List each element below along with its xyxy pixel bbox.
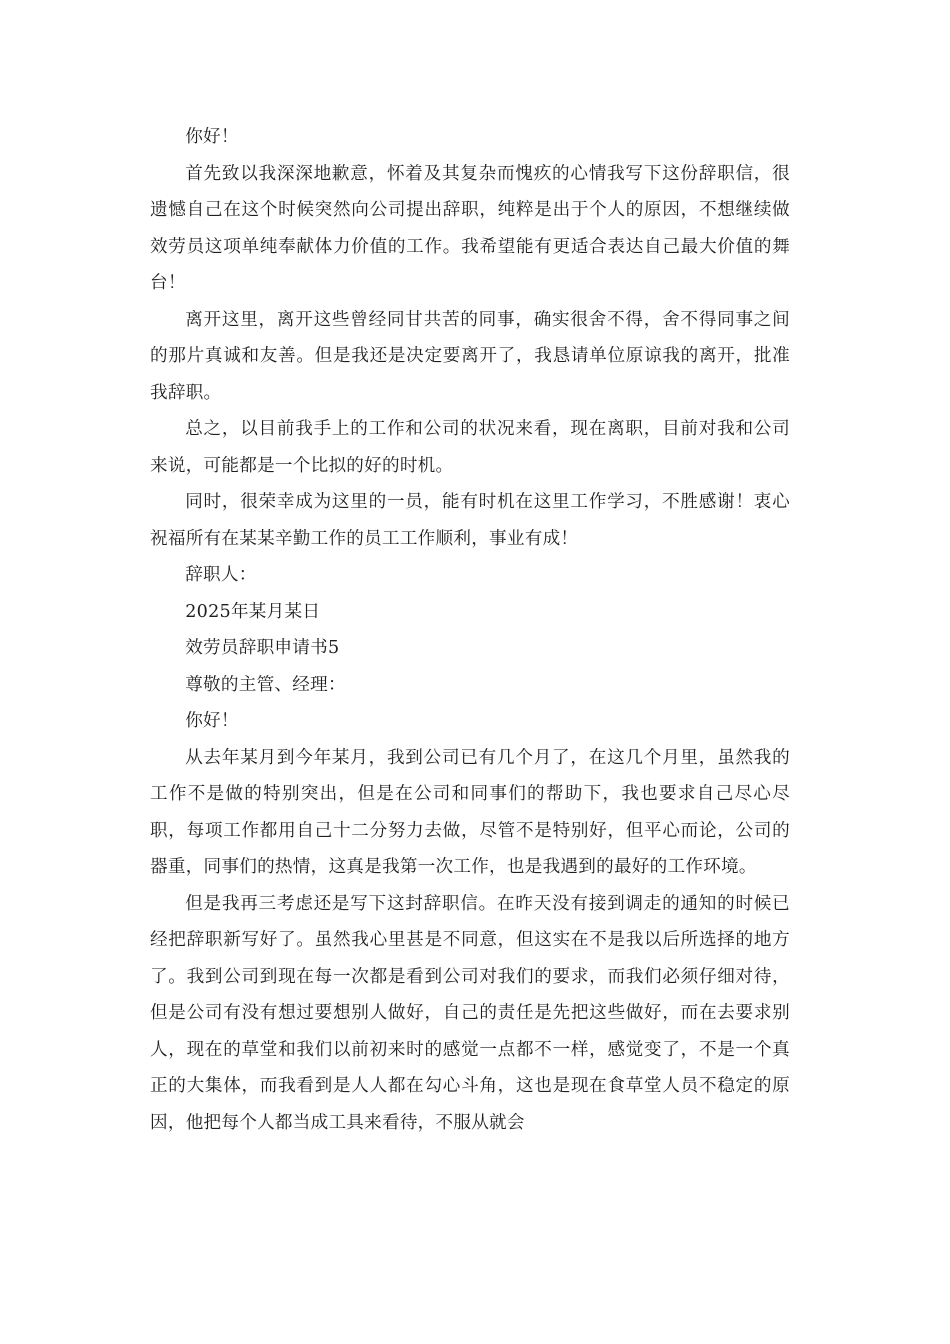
signature-label: 辞职人： [185,565,257,585]
body-paragraph: 但是我再三考虑还是写下这封辞职信。在昨天没有接到调走的通知的时候已经把辞职新写好了。虽然我心里甚是不同意，但这实在不是我以后所选择的地方了。我到公司到现在每一次都是看到公司对我们的要求，而我们必须仔细对待，但是公司有没有想过要想别人做好，自己的责任是先把这些做好，而在去要求别人，现在的草堂和我们以前初来时的感觉一点都不一样，感觉变了，不是一个真正的大集体，而我看到是人人都在勾心斗角，这也是现在食草堂人员不稳定的原因，他把每个人都当成工具来看待，不服从就会 [150,893,790,1133]
salutation: 尊敬的主管、经理： [185,674,346,695]
body-paragraph: 首先致以我深深地歉意，怀着及其复杂而愧疚的心情我写下这份辞职信，很遗憾自己在这个时候突然向公司提出辞职，纯粹是出于个人的原因，不想继续做效劳员这项单纯奉献体力价值的工作。我希望能有更适合表达自己最大价值的舞台！ [150,163,790,293]
body-paragraph: 离开这里，离开这些曾经同甘共苦的同事，确实很舍不得，舍不得同事之间的那片真诚和友善。但是我还是决定要离开了，我恳请单位原谅我的离开，批准我辞职。 [150,309,790,403]
body-paragraph: 同时，很荣幸成为这里的一员，能有时机在这里工作学习，不胜感谢！衷心祝福所有在某某辛勤工作的员工工作顺利，事业有成！ [150,492,790,549]
document-body [150,119,790,1141]
body-paragraph: 总之，以目前我手上的工作和公司的状况来看，现在离职，目前对我和公司来说，可能都是一个比拟的好的时机。 [150,419,790,476]
greeting: 你好！ [185,711,239,731]
date-line: 2025年某月某日 [185,601,321,622]
greeting: 你好！ [185,127,239,147]
body-paragraph: 从去年某月到今年某月，我到公司已有几个月了，在这几个月里，虽然我的工作不是做的特别突出，但是在公司和同事们的帮助下，我也要求自己尽心尽职，每项工作都用自己十二分努力去做，尽管不是特别好，但平心而论，公司的器重，同事们的热情，这真是我第一次工作，也是我遇到的最好的工作环境。 [150,747,790,877]
section-title: 效劳员辞职申请书5 [185,638,340,658]
